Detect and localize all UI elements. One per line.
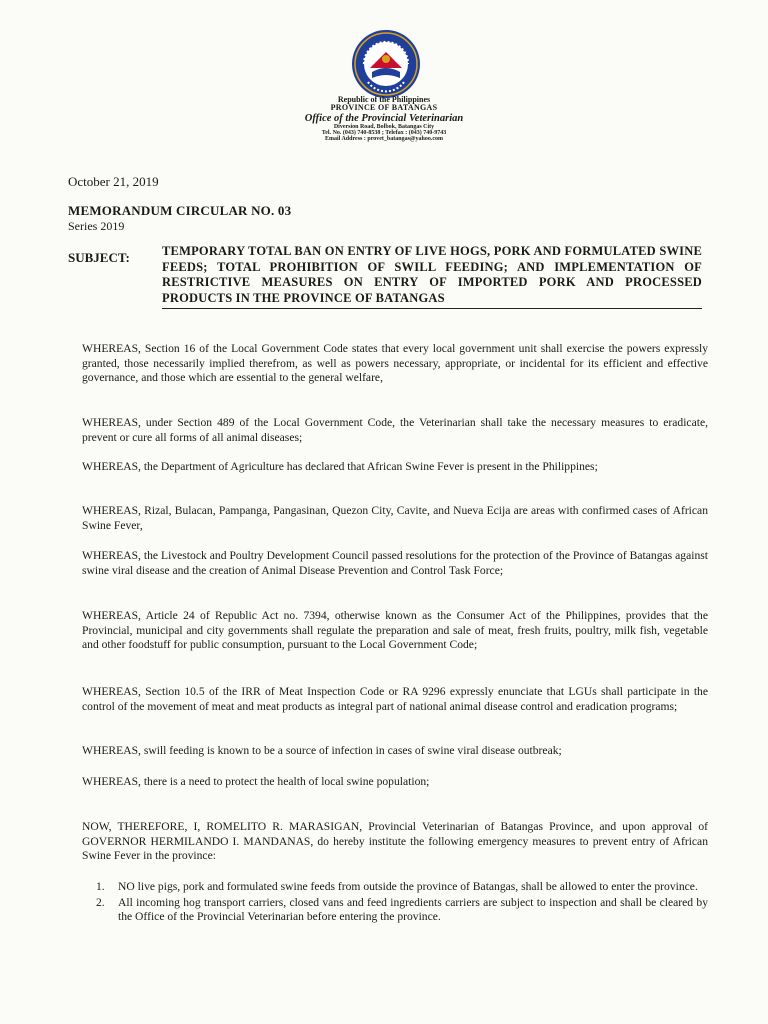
whereas-paragraph: WHEREAS, Article 24 of Republic Act no. 7394, otherwise known as the Consumer Act of the Philippines, provides that the Provincial, municipal and city governments shall regulate the preparation and sale of meat, fresh fruits, poultry, milk fish, vegetable and other foodstuff for public consumption, pursuant to the Local Government Code; bbox=[82, 609, 708, 651]
whereas-paragraph: WHEREAS, there is a need to protect the health of local swine population; bbox=[82, 775, 430, 788]
letterhead-republic: Republic of the Philippines bbox=[337, 95, 431, 104]
provincial-seal-icon bbox=[350, 28, 422, 100]
memo-series: Series 2019 bbox=[68, 219, 125, 233]
whereas-paragraph: WHEREAS, the Department of Agriculture has declared that African Swine Fever is present in the Philippines; bbox=[82, 460, 598, 473]
letterhead-email: Email Address : provet_batangas@yahoo.com bbox=[324, 136, 444, 143]
list-item-text: NO live pigs, pork and formulated swine feeds from outside the province of Batangas, shall be allowed to enter the province. bbox=[118, 880, 698, 893]
letterhead bbox=[234, 96, 534, 143]
letterhead-province: PROVINCE OF BATANGAS bbox=[330, 103, 438, 113]
list-item-number: 2. bbox=[96, 895, 105, 909]
letterhead-office: Office of the Provincial Veterinarian bbox=[304, 112, 464, 124]
list-item bbox=[82, 896, 708, 925]
letterhead-telephone: Tel. No. (043) 740-8538 ; Telefax : (043) 740-9743 bbox=[321, 130, 447, 137]
list-item-number: 1. bbox=[96, 880, 105, 893]
memo-date: October 21, 2019 bbox=[68, 174, 159, 189]
now-therefore-paragraph: NOW, THEREFORE, I, ROMELITO R. MARASIGAN, Provincial Veterinarian of Batangas Province, and upon approval of GOVERNOR HERMILANDO I. MANDANAS, do hereby institute the following emergency measures to prevent entry of African Swine Fever in the province: bbox=[82, 820, 708, 862]
list-item bbox=[82, 880, 708, 895]
whereas-paragraph: WHEREAS, Section 10.5 of the IRR of Meat Inspection Code or RA 9296 expressly enunciate that LGUs shall participate in the control of the movement of meat and meat products as integral part of national animal disease control and eradication programs; bbox=[82, 685, 708, 713]
memo-title: MEMORANDUM CIRCULAR NO. 03 bbox=[68, 203, 292, 218]
emergency-measures-list bbox=[82, 880, 708, 926]
whereas-paragraph: WHEREAS, under Section 489 of the Local Government Code, the Veterinarian shall take the necessary measures to eradicate, prevent or cure all forms of all animal diseases; bbox=[82, 416, 708, 444]
whereas-paragraph: WHEREAS, Section 16 of the Local Government Code states that every local government unit shall exercise the powers expressly granted, those necessarily implied therefrom, as well as powers necessary, appropriate, or incidental for its efficient and effective governance, and those which are essential to the general welfare, bbox=[82, 342, 708, 384]
whereas-paragraph: WHEREAS, the Livestock and Poultry Development Council passed resolutions for the protection of the Province of Batangas against swine viral disease and the creation of Animal Disease Prevention and Control Task Force; bbox=[82, 549, 708, 577]
subject-text: TEMPORARY TOTAL BAN ON ENTRY OF LIVE HOGS, PORK AND FORMULATED SWINE FEEDS; TOTAL PROHIBITION OF SWILL FEEDING; AND IMPLEMENTATION OF RESTRICTIVE MEASURES ON ENTRY OF IMPORTED PORK AND PROCESSED PRODUCTS IN THE PROVINCE OF BATANGAS bbox=[162, 244, 702, 309]
subject-label: SUBJECT: bbox=[68, 250, 130, 265]
whereas-paragraph: WHEREAS, Rizal, Bulacan, Pampanga, Pangasinan, Quezon City, Cavite, and Nueva Ecija are areas with confirmed cases of African Swine Fever, bbox=[82, 504, 708, 532]
list-item-text: All incoming hog transport carriers, closed vans and feed ingredients carriers are subject to inspection and shall be cleared by the Office of the Provincial Veterinarian before entering the province. bbox=[118, 895, 708, 923]
whereas-paragraph: WHEREAS, swill feeding is known to be a source of infection in cases of swine viral disease outbreak; bbox=[82, 744, 562, 757]
letterhead-address: Diversion Road, Bolbok, Batangas City bbox=[333, 123, 435, 130]
